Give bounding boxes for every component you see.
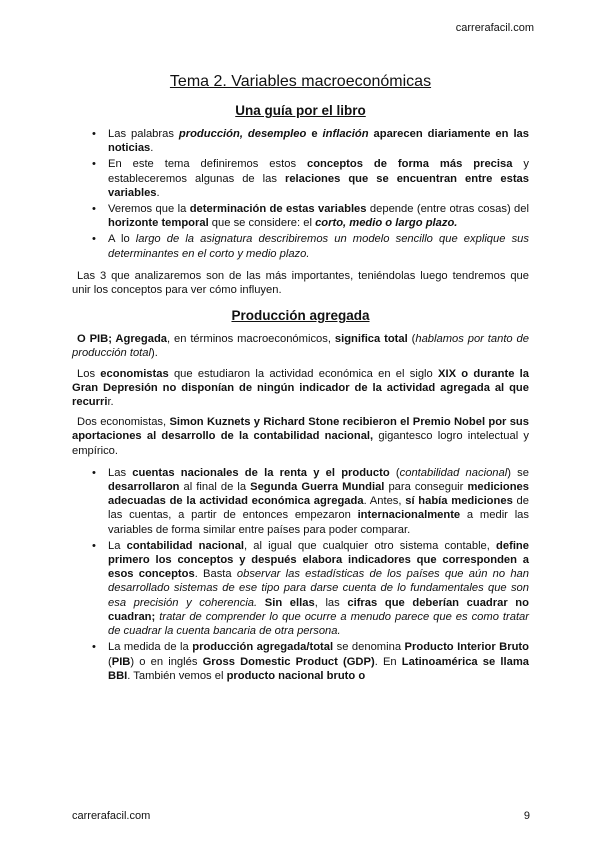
page-title: Tema 2. Variables macroeconómicas	[169, 73, 432, 90]
bullet-item: • La medida de la producción agregada/total se denomina Producto Interior Bruto (PIB) o en inglés Gross Domestic Product (GDP). En Latinoamérica se llama BBI. También vemos el producto nacional bruto o	[72, 640, 529, 683]
production-paragraph: Dos economistas, Simon Kuznets y Richard Stone recibieron el Premio Nobel por sus aportaciones al desarrollo de la contabilidad nacional, gigantesco logro intelectual y empírico.	[72, 416, 529, 457]
guide-heading: Una guía por el libro	[235, 103, 366, 118]
page-number: 9	[523, 810, 530, 822]
bullet-item: • Las cuentas nacionales de la renta y el producto (contabilidad nacional) se desarrollaron al final de la Segunda Guerra Mundial para conseguir mediciones adecuadas de la actividad económica agregada. Antes, sí había mediciones de las cuentas, a partir de entonces empezaron internacionalmente a medir las variables de forma similar entre países para poder comparar.	[72, 466, 529, 537]
production-paragraph: Los economistas que estudiaron la actividad económica en el siglo XIX o durante la Gran Depresión no disponían de ningún indicador de la actividad agregada al que recurrir.	[72, 367, 529, 409]
bullet-item: • A lo largo de la asignatura describiremos un modelo sencillo que explique sus determinantes en el corto y medio plazo.	[72, 232, 529, 260]
bullet-item: • En este tema definiremos estos conceptos de forma más precisa y estableceremos algunas de las relaciones que se encuentran entre estas variables.	[72, 157, 529, 200]
bullet-item: • Las palabras producción, desempleo e inflación aparecen diariamente en las noticias.	[72, 127, 529, 155]
intro-bullet-list	[72, 127, 529, 261]
production-bullet-list	[72, 466, 529, 683]
intro-paragraph: Las 3 que analizaremos son de las más importantes, teniéndolas luego tendremos que unir los conceptos para ver cómo influyen.	[72, 269, 529, 297]
document-body	[72, 72, 529, 685]
footer-site-name: carrerafacil.com	[72, 810, 151, 822]
header-site-name: carrerafacil.com	[455, 22, 534, 34]
production-heading: Producción agregada	[231, 308, 370, 324]
bullet-item: • La contabilidad nacional, al igual que cualquier otro sistema contable, define primero los conceptos y después elabora indicadores que corresponden a esos conceptos. Basta observar las estadísticas de los países que aún no han desarrollado sistemas de ese tipo para darse cuenta de lo fundamentales que son esa precisión y coherencia. Sin ellas, las cifras que deberían cuadrar no cuadran; tratar de comprender lo que ocurre a menudo parece que es como tratar de cuadrar la cuenta bancaria de otra persona.	[72, 539, 529, 638]
bullet-item: • Veremos que la determinación de estas variables depende (entre otras cosas) del horizonte temporal que se considere: el corto, medio o largo plazo.	[72, 202, 529, 230]
production-paragraph: O PIB; Agregada, en términos macroeconómicos, significa total (hablamos por tanto de producción total).	[72, 333, 529, 360]
